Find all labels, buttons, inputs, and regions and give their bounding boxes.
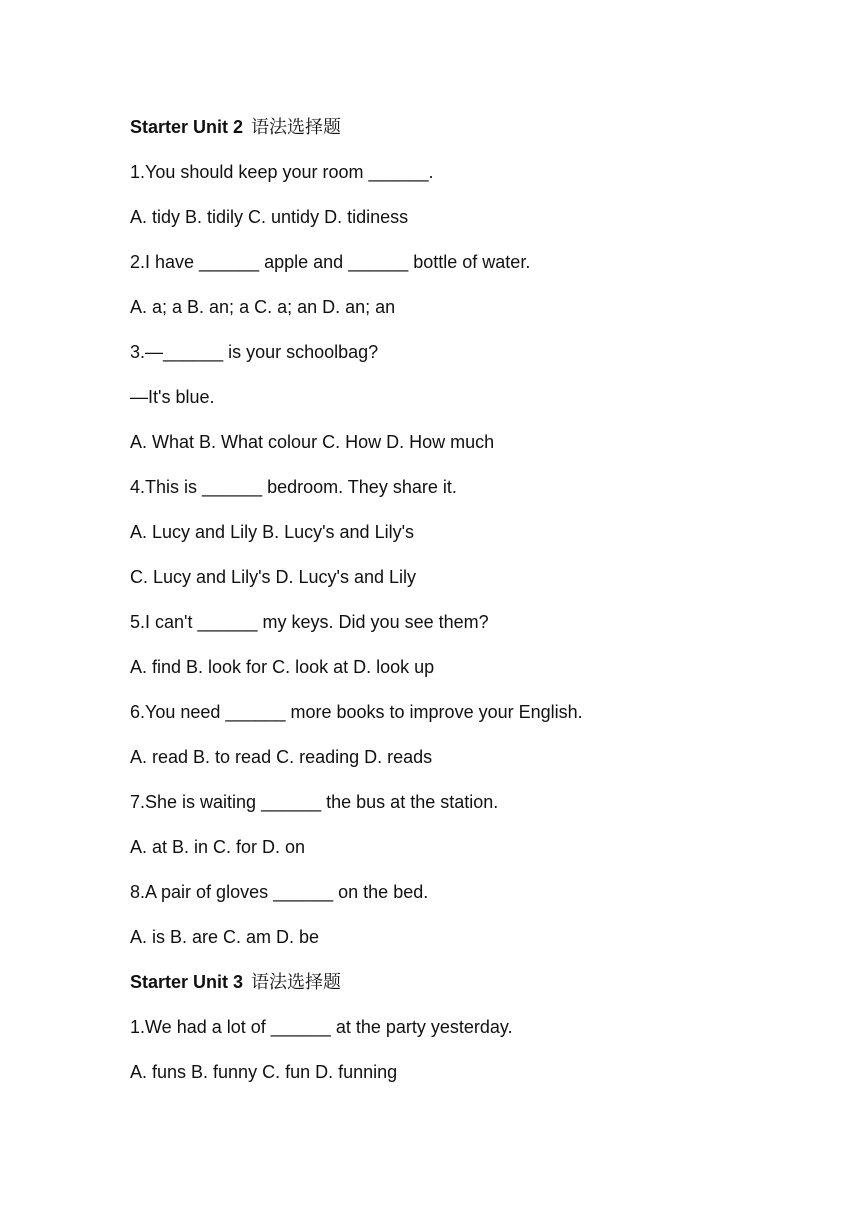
section-title: Starter Unit 3 <box>130 972 244 992</box>
answer-options: A. a; a B. an; a C. a; an D. an; an <box>130 297 396 317</box>
dialogue-line: —It's blue. <box>130 387 215 407</box>
question-text: 4.This is ______ bedroom. They share it. <box>130 477 457 497</box>
section-subtitle: 语法选择题 <box>251 972 342 992</box>
section-title: Starter Unit 2 <box>130 117 244 137</box>
document-content <box>130 112 770 1102</box>
section-heading <box>130 967 770 1012</box>
answer-options: A. read B. to read C. reading D. reads <box>130 747 433 767</box>
section-subtitle: 语法选择题 <box>251 117 342 137</box>
answer-options: A. is B. are C. am D. be <box>130 927 320 947</box>
question-text: 7.She is waiting ______ the bus at the station. <box>130 792 499 812</box>
question-text: 8.A pair of gloves ______ on the bed. <box>130 882 429 902</box>
question-text: 1.We had a lot of ______ at the party yesterday. <box>130 1017 513 1037</box>
answer-options: A. Lucy and Lily B. Lucy's and Lily's <box>130 522 415 542</box>
answer-options: A. funs B. funny C. fun D. funning <box>130 1062 398 1082</box>
answer-options: A. What B. What colour C. How D. How much <box>130 432 495 452</box>
question-text: 5.I can't ______ my keys. Did you see them? <box>130 612 489 632</box>
answer-options: A. find B. look for C. look at D. look up <box>130 657 435 677</box>
section-heading <box>130 112 770 157</box>
question-text: 2.I have ______ apple and ______ bottle of water. <box>130 252 531 272</box>
question-text: 1.You should keep your room ______. <box>130 162 434 182</box>
answer-options: C. Lucy and Lily's D. Lucy's and Lily <box>130 567 417 587</box>
question-text: 3.—______ is your schoolbag? <box>130 342 379 362</box>
question-text: 6.You need ______ more books to improve your English. <box>130 702 583 722</box>
answer-options: A. at B. in C. for D. on <box>130 837 306 857</box>
answer-options: A. tidy B. tidily C. untidy D. tidiness <box>130 207 409 227</box>
